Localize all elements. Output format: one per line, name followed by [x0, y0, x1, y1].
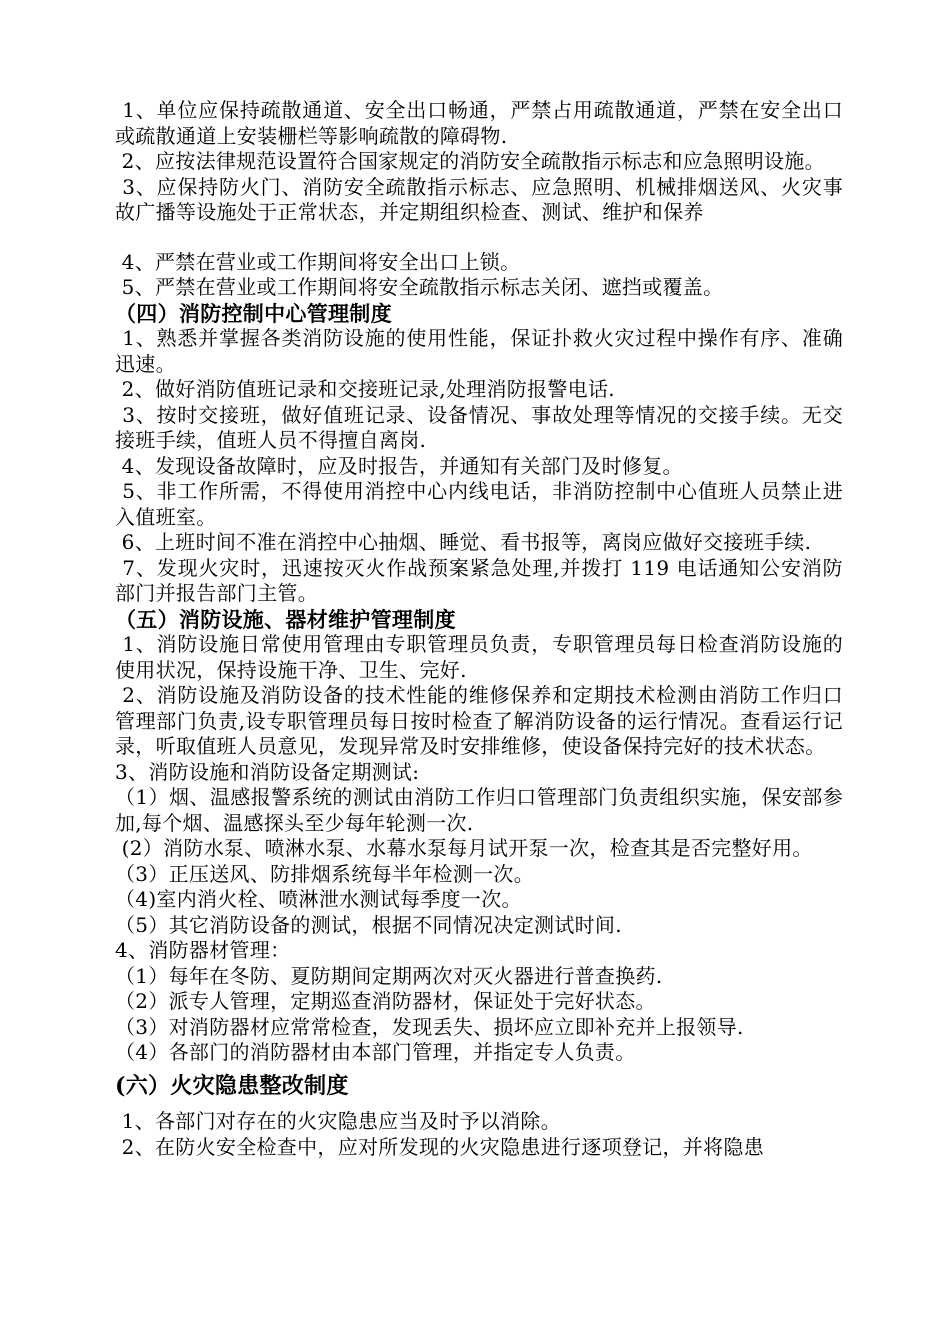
- paragraph: （4)室内消火栓、喷淋泄水测试每季度一次。: [115, 887, 522, 911]
- paragraph: （3）对消防器材应常常检查，发现丢失、损坏应立即补充并上报领导.: [115, 1014, 744, 1039]
- paragraph: 2、做好消防值班记录和交接班记录,处理消防报警电话.: [115, 377, 615, 401]
- paragraph: 2、应按法律规范设置符合国家规定的消防安全疏散指示标志和应急照明设施。: [115, 149, 825, 173]
- paragraph: （3）正压送风、防排烟系统每半年检测一次。: [115, 861, 535, 886]
- paragraph: 4、消防器材管理：: [115, 938, 291, 962]
- blank-line: [115, 226, 843, 250]
- paragraph: 5、严禁在营业或工作期间将安全疏散指示标志关闭、遮挡或覆盖。: [115, 275, 724, 299]
- paragraph: 1、消防设施日常使用管理由专职管理员负责，专职管理员每日检查消防设施的使用状况，保持设施干净、卫生、完好.: [115, 632, 843, 682]
- paragraph: （2）派专人管理，定期巡查消防器材，保证处于完好状态。: [115, 989, 656, 1013]
- paragraph: 3、按时交接班，做好值班记录、设备情况、事故处理等情况的交接手续。无交接班手续，值班人员不得擅自离岗.: [115, 402, 843, 452]
- paragraph: 4、严禁在营业或工作期间将安全出口上锁。: [115, 249, 521, 274]
- paragraph: 5、非工作所需，不得使用消控中心内线电话，非消防控制中心值班人员禁止进入值班室。: [115, 479, 843, 529]
- paragraph: 3、应保持防火门、消防安全疏散指示标志、应急照明、机械排烟送风、火灾事故广播等设施处于正常状态，并定期组织检查、测试、维护和保养: [115, 174, 843, 224]
- paragraph: 2、在防火安全检查中，应对所发现的火灾隐患进行逐项登记，并将隐患: [115, 1134, 764, 1159]
- section-heading: （五）消防设施、器材维护管理制度: [115, 606, 456, 632]
- paragraph: 1、各部门对存在的火灾隐患应当及时予以消除。: [115, 1109, 561, 1133]
- paragraph: （1）每年在冬防、夏防期间定期两次对灭火器进行普查换药.: [115, 963, 663, 988]
- paragraph: （1）烟、温感报警系统的测试由消防工作归口管理部门负责组织实施，保安部参加,每个烟、温感探头至少每年轮测一次.: [115, 785, 843, 835]
- paragraph: 7、发现火灾时，迅速按灭火作战预案紧急处理,并拨打 119 电话通知公安消防部门并报告部门主管。: [115, 555, 843, 605]
- paragraph: 3、消防设施和消防设备定期测试:: [115, 759, 420, 784]
- document-body: [115, 98, 843, 1160]
- paragraph: 1、熟悉并掌握各类消防设施的使用性能，保证扑救火灾过程中操作有序、准确迅速。: [115, 326, 843, 376]
- paragraph: （4）各部门的消防器材由本部门管理，并指定专人负责。: [115, 1040, 636, 1064]
- paragraph: 4、发现设备故障时，应及时报告，并通知有关部门及时修复。: [115, 453, 683, 478]
- section-heading: (六）火灾隐患整改制度: [115, 1072, 349, 1099]
- paragraph: (2）消防水泵、喷淋水泵、水幕水泵每月试开泵一次，检查其是否完整好用。: [115, 836, 813, 860]
- section-heading: （四）消防控制中心管理制度: [115, 300, 392, 326]
- paragraph: 2、消防设施及消防设备的技术性能的维修保养和定期技术检测由消防工作归口管理部门负责,设专职管理员每日按时检查了解消防设备的运行情况。查看运行记录，听取值班人员意见，发现异常及时安排维修，使设备保持完好的技术状态。: [115, 683, 843, 758]
- paragraph: 6、上班时间不准在消控中心抽烟、睡觉、看书报等，离岗应做好交接班手续.: [115, 530, 812, 554]
- paragraph: （5）其它消防设备的测试，根据不同情况决定测试时间.: [115, 912, 622, 937]
- paragraph: 1、单位应保持疏散通道、安全出口畅通，严禁占用疏散通道，严禁在安全出口或疏散通道上安装栅栏等影响疏散的障碍物.: [115, 98, 843, 148]
